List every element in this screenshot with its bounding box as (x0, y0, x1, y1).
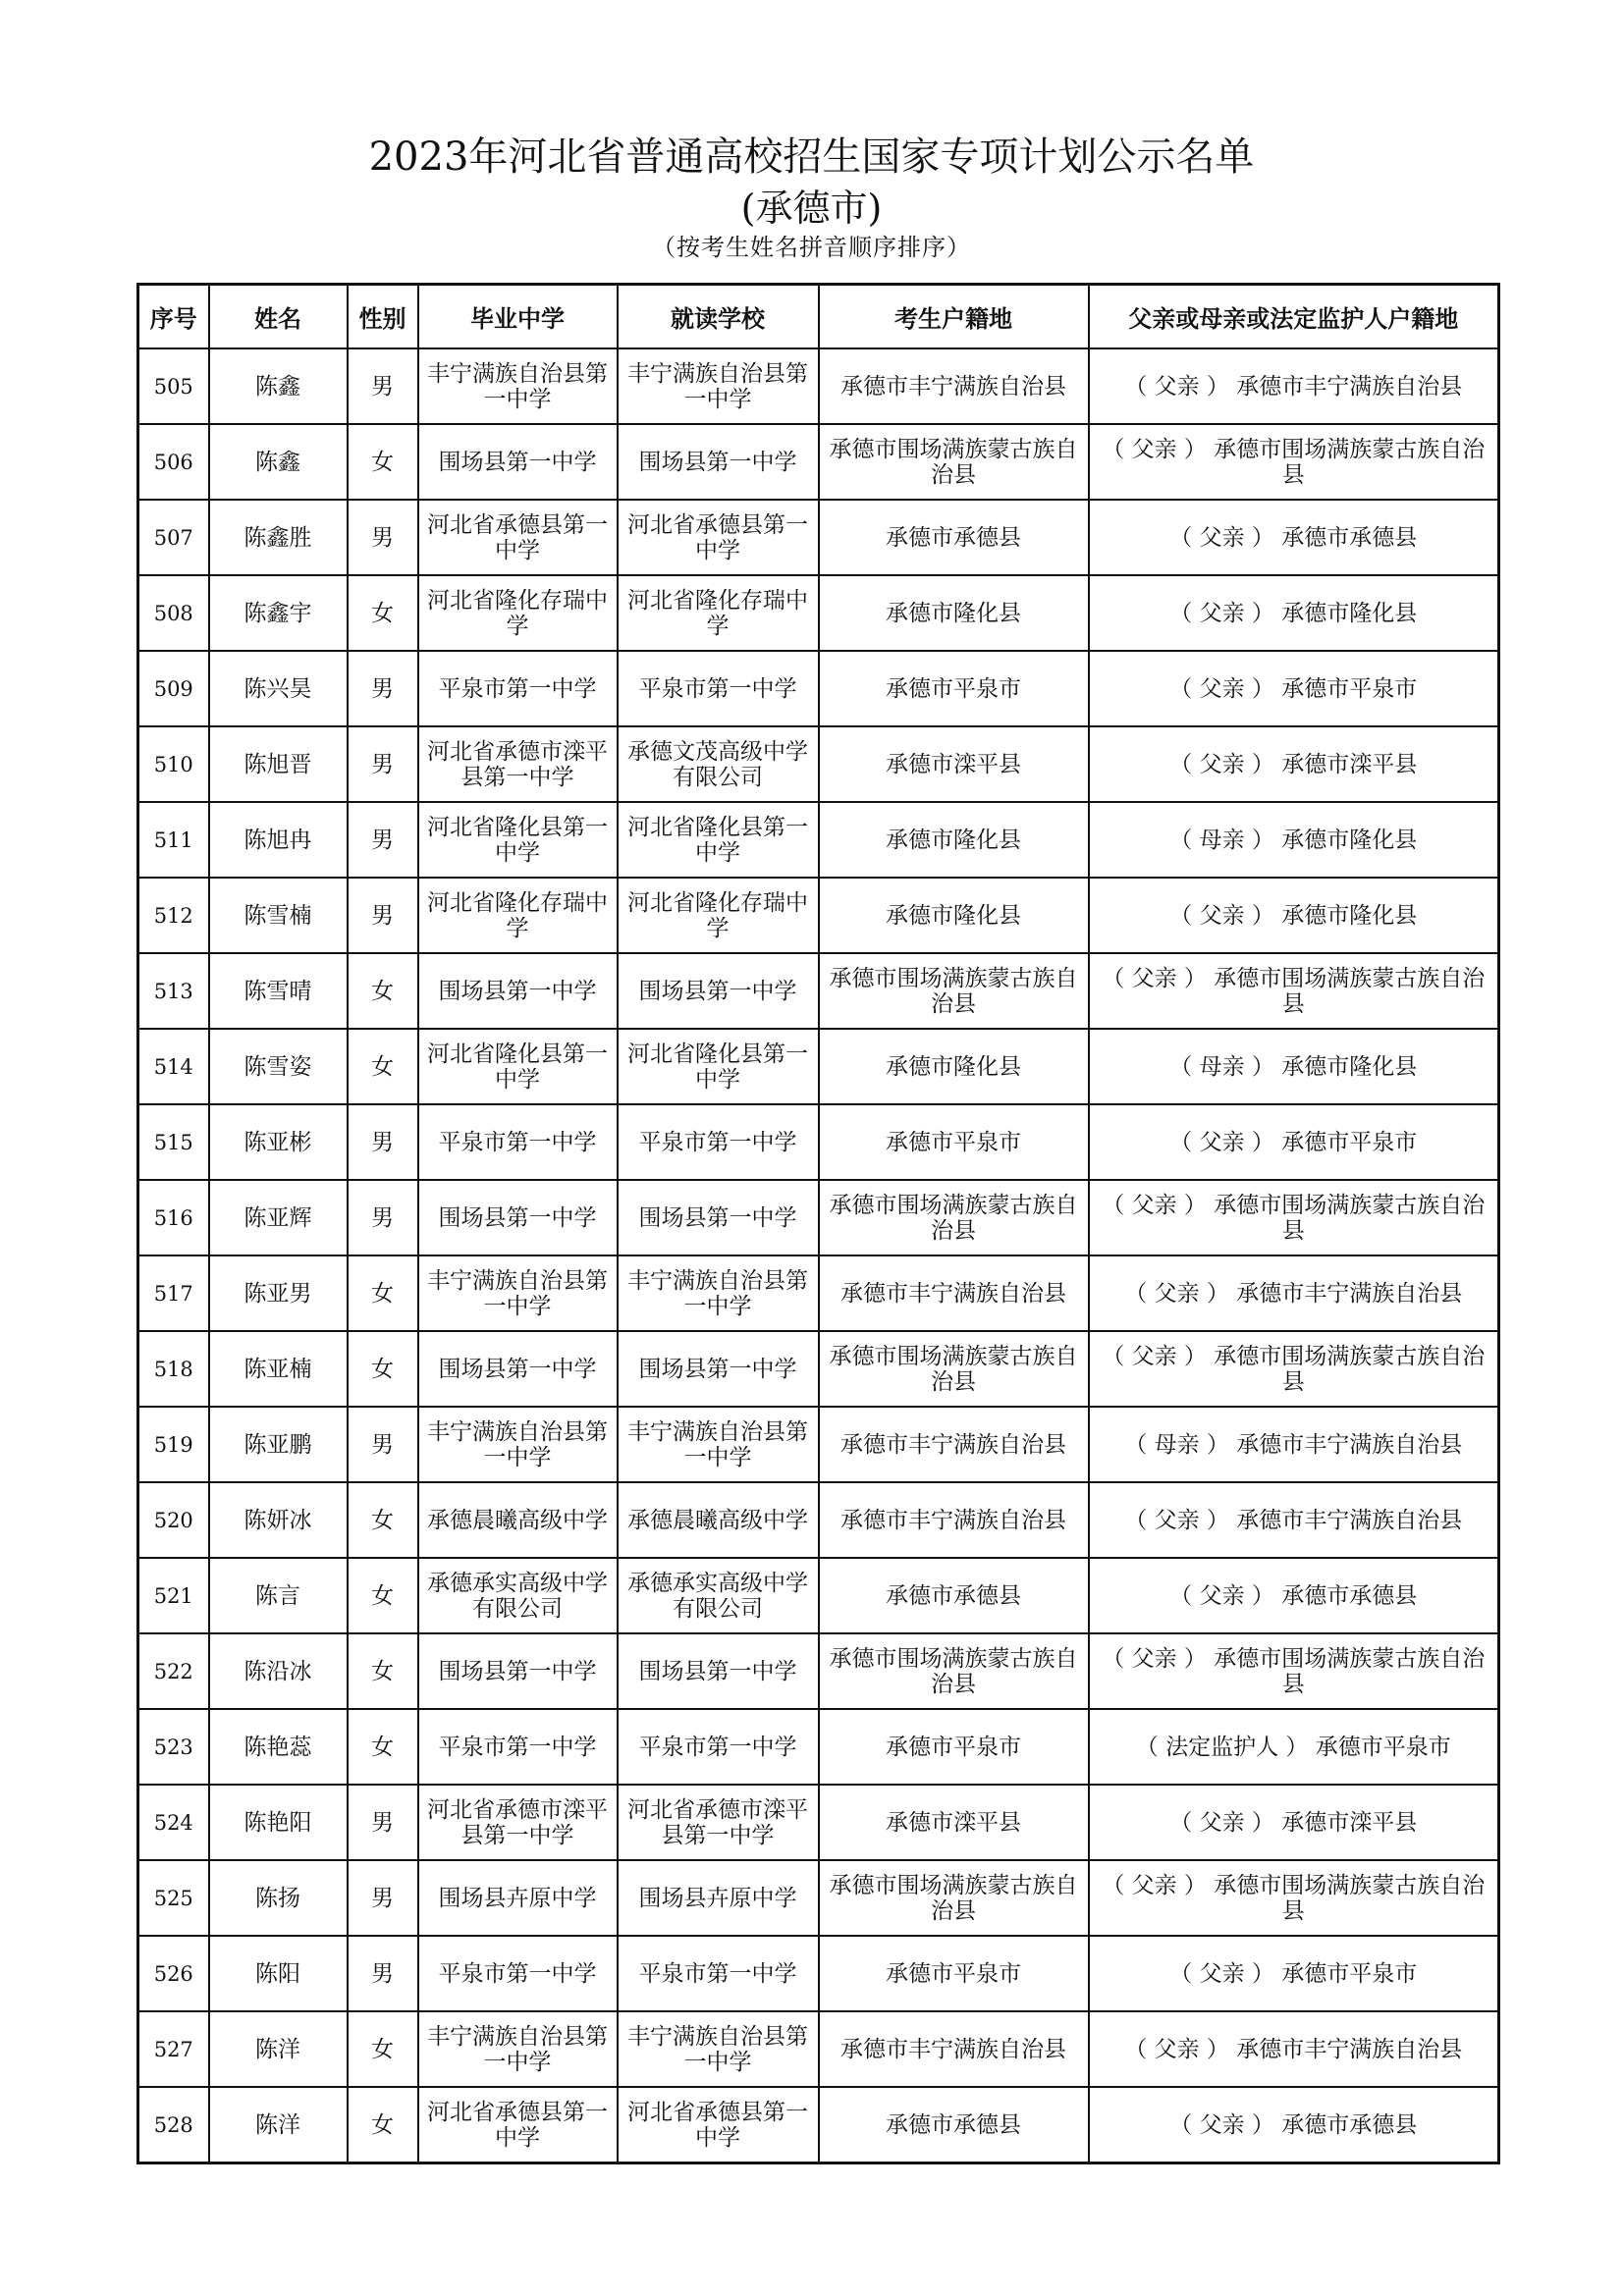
cell-gender: 男 (348, 726, 418, 802)
cell-grad-school: 围场县第一中学 (418, 1331, 618, 1407)
cell-guardian-residence: （ 父亲 ） 承德市承德县 (1089, 500, 1499, 575)
table-header-row (138, 285, 1499, 349)
cell-name: 陈洋 (209, 2011, 348, 2087)
cell-seq: 524 (138, 1785, 209, 1860)
sort-note: （按考生姓名拼音顺序排序） (652, 234, 971, 261)
cell-name: 陈阳 (209, 1936, 348, 2011)
cell-residence: 承德市围场满族蒙古族自治县 (819, 953, 1089, 1029)
cell-name: 陈亚辉 (209, 1180, 348, 1255)
cell-gender: 男 (348, 1785, 418, 1860)
header-seq: 序号 (138, 285, 209, 349)
cell-name: 陈艳阳 (209, 1785, 348, 1860)
cell-seq: 507 (138, 500, 209, 575)
table-row (138, 1936, 1499, 2011)
cell-current-school: 围场县第一中学 (618, 953, 819, 1029)
cell-guardian-residence: （ 父亲 ） 承德市平泉市 (1089, 1936, 1499, 2011)
cell-grad-school: 河北省承德市滦平县第一中学 (418, 726, 618, 802)
cell-grad-school: 平泉市第一中学 (418, 651, 618, 726)
cell-residence: 承德市隆化县 (819, 878, 1089, 953)
cell-residence: 承德市围场满族蒙古族自治县 (819, 1633, 1089, 1709)
cell-name: 陈鑫 (209, 348, 348, 424)
cell-grad-school: 围场县第一中学 (418, 1180, 618, 1255)
cell-gender: 女 (348, 1709, 418, 1785)
cell-gender: 男 (348, 500, 418, 575)
table-row (138, 1255, 1499, 1331)
cell-residence: 承德市承德县 (819, 2087, 1089, 2163)
cell-guardian-residence: （ 父亲 ） 承德市围场满族蒙古族自治县 (1089, 424, 1499, 500)
cell-guardian-residence: （ 父亲 ） 承德市隆化县 (1089, 575, 1499, 651)
cell-gender: 女 (348, 1029, 418, 1104)
cell-seq: 523 (138, 1709, 209, 1785)
cell-gender: 女 (348, 1633, 418, 1709)
cell-seq: 511 (138, 802, 209, 878)
header-guardian-residence: 父亲或母亲或法定监护人户籍地 (1089, 285, 1499, 349)
cell-grad-school: 围场县卉原中学 (418, 1860, 618, 1936)
cell-guardian-residence: （ 法定监护人 ） 承德市平泉市 (1089, 1709, 1499, 1785)
cell-current-school: 平泉市第一中学 (618, 1709, 819, 1785)
table-row (138, 1860, 1499, 1936)
cell-name: 陈旭冉 (209, 802, 348, 878)
cell-gender: 男 (348, 1180, 418, 1255)
cell-residence: 承德市平泉市 (819, 651, 1089, 726)
cell-guardian-residence: （ 父亲 ） 承德市承德县 (1089, 2087, 1499, 2163)
cell-current-school: 河北省隆化县第一中学 (618, 1029, 819, 1104)
cell-grad-school: 河北省承德县第一中学 (418, 500, 618, 575)
header-gender: 性别 (348, 285, 418, 349)
cell-gender: 女 (348, 953, 418, 1029)
cell-guardian-residence: （ 父亲 ） 承德市围场满族蒙古族自治县 (1089, 1180, 1499, 1255)
table-row (138, 575, 1499, 651)
cell-grad-school: 围场县第一中学 (418, 424, 618, 500)
cell-current-school: 平泉市第一中学 (618, 1936, 819, 2011)
cell-residence: 承德市滦平县 (819, 1785, 1089, 1860)
table-row (138, 1029, 1499, 1104)
cell-guardian-residence: （ 父亲 ） 承德市围场满族蒙古族自治县 (1089, 953, 1499, 1029)
cell-seq: 526 (138, 1936, 209, 2011)
cell-seq: 525 (138, 1860, 209, 1936)
cell-grad-school: 承德承实高级中学有限公司 (418, 1558, 618, 1633)
cell-residence: 承德市围场满族蒙古族自治县 (819, 1331, 1089, 1407)
cell-current-school: 河北省承德县第一中学 (618, 2087, 819, 2163)
table-row (138, 1331, 1499, 1407)
cell-gender: 男 (348, 1936, 418, 2011)
cell-residence: 承德市丰宁满族自治县 (819, 2011, 1089, 2087)
cell-guardian-residence: （ 母亲 ） 承德市隆化县 (1089, 1029, 1499, 1104)
cell-name: 陈鑫 (209, 424, 348, 500)
cell-current-school: 承德承实高级中学有限公司 (618, 1558, 819, 1633)
cell-gender: 男 (348, 1860, 418, 1936)
cell-grad-school: 河北省隆化存瑞中学 (418, 575, 618, 651)
cell-seq: 515 (138, 1104, 209, 1180)
cell-residence: 承德市丰宁满族自治县 (819, 1407, 1089, 1482)
cell-name: 陈旭晋 (209, 726, 348, 802)
cell-gender: 女 (348, 424, 418, 500)
cell-name: 陈雪楠 (209, 878, 348, 953)
cell-residence: 承德市承德县 (819, 1558, 1089, 1633)
header-name: 姓名 (209, 285, 348, 349)
cell-seq: 513 (138, 953, 209, 1029)
cell-residence: 承德市滦平县 (819, 726, 1089, 802)
cell-gender: 女 (348, 1331, 418, 1407)
cell-residence: 承德市平泉市 (819, 1709, 1089, 1785)
cell-seq: 512 (138, 878, 209, 953)
cell-grad-school: 丰宁满族自治县第一中学 (418, 1407, 618, 1482)
cell-current-school: 围场县第一中学 (618, 424, 819, 500)
cell-residence: 承德市平泉市 (819, 1104, 1089, 1180)
cell-seq: 527 (138, 2011, 209, 2087)
cell-name: 陈亚鹏 (209, 1407, 348, 1482)
cell-current-school: 丰宁满族自治县第一中学 (618, 348, 819, 424)
cell-grad-school: 围场县第一中学 (418, 1633, 618, 1709)
cell-current-school: 河北省承德市滦平县第一中学 (618, 1785, 819, 1860)
cell-guardian-residence: （ 父亲 ） 承德市围场满族蒙古族自治县 (1089, 1331, 1499, 1407)
table-row (138, 953, 1499, 1029)
cell-residence: 承德市承德县 (819, 500, 1089, 575)
roster-table (136, 283, 1500, 2164)
cell-name: 陈雪晴 (209, 953, 348, 1029)
table-row (138, 1482, 1499, 1558)
table-row (138, 802, 1499, 878)
cell-residence: 承德市围场满族蒙古族自治县 (819, 424, 1089, 500)
cell-name: 陈亚楠 (209, 1331, 348, 1407)
cell-current-school: 围场县卉原中学 (618, 1860, 819, 1936)
table-row (138, 1709, 1499, 1785)
cell-grad-school: 围场县第一中学 (418, 953, 618, 1029)
cell-guardian-residence: （ 父亲 ） 承德市围场满族蒙古族自治县 (1089, 1860, 1499, 1936)
cell-current-school: 围场县第一中学 (618, 1180, 819, 1255)
cell-seq: 514 (138, 1029, 209, 1104)
cell-seq: 528 (138, 2087, 209, 2163)
cell-residence: 承德市围场满族蒙古族自治县 (819, 1860, 1089, 1936)
cell-current-school: 围场县第一中学 (618, 1633, 819, 1709)
cell-grad-school: 河北省隆化县第一中学 (418, 1029, 618, 1104)
table-row (138, 1633, 1499, 1709)
cell-residence: 承德市隆化县 (819, 1029, 1089, 1104)
cell-guardian-residence: （ 父亲 ） 承德市丰宁满族自治县 (1089, 1255, 1499, 1331)
cell-guardian-residence: （ 父亲 ） 承德市平泉市 (1089, 1104, 1499, 1180)
cell-current-school: 河北省隆化存瑞中学 (618, 575, 819, 651)
cell-current-school: 承德文茂高级中学有限公司 (618, 726, 819, 802)
table-row (138, 1407, 1499, 1482)
cell-seq: 517 (138, 1255, 209, 1331)
table-row (138, 1558, 1499, 1633)
document-title: 2023年河北省普通高校招生国家专项计划公示名单 (368, 134, 1255, 180)
cell-residence: 承德市隆化县 (819, 575, 1089, 651)
cell-name: 陈言 (209, 1558, 348, 1633)
cell-seq: 518 (138, 1331, 209, 1407)
cell-seq: 519 (138, 1407, 209, 1482)
cell-grad-school: 丰宁满族自治县第一中学 (418, 1255, 618, 1331)
cell-gender: 女 (348, 2087, 418, 2163)
cell-seq: 521 (138, 1558, 209, 1633)
table-row (138, 2011, 1499, 2087)
table-row (138, 651, 1499, 726)
cell-seq: 520 (138, 1482, 209, 1558)
cell-gender: 女 (348, 575, 418, 651)
cell-grad-school: 平泉市第一中学 (418, 1936, 618, 2011)
table-row (138, 1180, 1499, 1255)
cell-grad-school: 河北省承德市滦平县第一中学 (418, 1785, 618, 1860)
cell-grad-school: 平泉市第一中学 (418, 1709, 618, 1785)
cell-guardian-residence: （ 父亲 ） 承德市滦平县 (1089, 1785, 1499, 1860)
cell-gender: 男 (348, 1407, 418, 1482)
cell-guardian-residence: （ 母亲 ） 承德市隆化县 (1089, 802, 1499, 878)
cell-guardian-residence: （ 父亲 ） 承德市丰宁满族自治县 (1089, 2011, 1499, 2087)
table-row (138, 1785, 1499, 1860)
cell-name: 陈亚彬 (209, 1104, 348, 1180)
cell-current-school: 平泉市第一中学 (618, 1104, 819, 1180)
cell-current-school: 承德晨曦高级中学 (618, 1482, 819, 1558)
cell-name: 陈洋 (209, 2087, 348, 2163)
cell-residence: 承德市围场满族蒙古族自治县 (819, 1180, 1089, 1255)
cell-seq: 522 (138, 1633, 209, 1709)
cell-current-school: 河北省隆化县第一中学 (618, 802, 819, 878)
table-row (138, 726, 1499, 802)
cell-gender: 男 (348, 1104, 418, 1180)
table-row (138, 878, 1499, 953)
cell-gender: 女 (348, 1482, 418, 1558)
cell-seq: 505 (138, 348, 209, 424)
cell-guardian-residence: （ 父亲 ） 承德市平泉市 (1089, 651, 1499, 726)
cell-grad-school: 河北省隆化县第一中学 (418, 802, 618, 878)
cell-current-school: 河北省隆化存瑞中学 (618, 878, 819, 953)
cell-grad-school: 丰宁满族自治县第一中学 (418, 348, 618, 424)
cell-residence: 承德市丰宁满族自治县 (819, 348, 1089, 424)
cell-seq: 506 (138, 424, 209, 500)
cell-name: 陈亚男 (209, 1255, 348, 1331)
cell-gender: 男 (348, 651, 418, 726)
cell-grad-school: 丰宁满族自治县第一中学 (418, 2011, 618, 2087)
header-current-school: 就读学校 (618, 285, 819, 349)
cell-name: 陈扬 (209, 1860, 348, 1936)
cell-name: 陈妍冰 (209, 1482, 348, 1558)
cell-guardian-residence: （ 父亲 ） 承德市滦平县 (1089, 726, 1499, 802)
cell-guardian-residence: （ 父亲 ） 承德市丰宁满族自治县 (1089, 348, 1499, 424)
cell-name: 陈沿冰 (209, 1633, 348, 1709)
cell-gender: 女 (348, 1558, 418, 1633)
cell-guardian-residence: （ 父亲 ） 承德市承德县 (1089, 1558, 1499, 1633)
cell-guardian-residence: （ 父亲 ） 承德市围场满族蒙古族自治县 (1089, 1633, 1499, 1709)
cell-name: 陈艳蕊 (209, 1709, 348, 1785)
cell-residence: 承德市丰宁满族自治县 (819, 1255, 1089, 1331)
cell-residence: 承德市丰宁满族自治县 (819, 1482, 1089, 1558)
table-row (138, 500, 1499, 575)
cell-grad-school: 平泉市第一中学 (418, 1104, 618, 1180)
cell-gender: 男 (348, 802, 418, 878)
cell-current-school: 丰宁满族自治县第一中学 (618, 2011, 819, 2087)
cell-residence: 承德市隆化县 (819, 802, 1089, 878)
cell-name: 陈鑫宇 (209, 575, 348, 651)
table-row (138, 424, 1499, 500)
cell-residence: 承德市平泉市 (819, 1936, 1089, 2011)
cell-gender: 女 (348, 1255, 418, 1331)
document-subtitle: (承德市) (740, 187, 883, 230)
cell-seq: 509 (138, 651, 209, 726)
cell-gender: 女 (348, 2011, 418, 2087)
cell-grad-school: 河北省隆化存瑞中学 (418, 878, 618, 953)
cell-name: 陈鑫胜 (209, 500, 348, 575)
cell-seq: 516 (138, 1180, 209, 1255)
cell-seq: 508 (138, 575, 209, 651)
cell-gender: 男 (348, 878, 418, 953)
header-residence: 考生户籍地 (819, 285, 1089, 349)
cell-current-school: 丰宁满族自治县第一中学 (618, 1407, 819, 1482)
cell-grad-school: 河北省承德县第一中学 (418, 2087, 618, 2163)
cell-current-school: 围场县第一中学 (618, 1331, 819, 1407)
cell-grad-school: 承德晨曦高级中学 (418, 1482, 618, 1558)
cell-current-school: 丰宁满族自治县第一中学 (618, 1255, 819, 1331)
cell-current-school: 平泉市第一中学 (618, 651, 819, 726)
cell-gender: 男 (348, 348, 418, 424)
cell-seq: 510 (138, 726, 209, 802)
cell-guardian-residence: （ 母亲 ） 承德市丰宁满族自治县 (1089, 1407, 1499, 1482)
table-row (138, 2087, 1499, 2163)
table-row (138, 1104, 1499, 1180)
table-row (138, 348, 1499, 424)
cell-guardian-residence: （ 父亲 ） 承德市丰宁满族自治县 (1089, 1482, 1499, 1558)
cell-current-school: 河北省承德县第一中学 (618, 500, 819, 575)
cell-name: 陈兴昊 (209, 651, 348, 726)
cell-guardian-residence: （ 父亲 ） 承德市隆化县 (1089, 878, 1499, 953)
cell-name: 陈雪姿 (209, 1029, 348, 1104)
header-grad-school: 毕业中学 (418, 285, 618, 349)
